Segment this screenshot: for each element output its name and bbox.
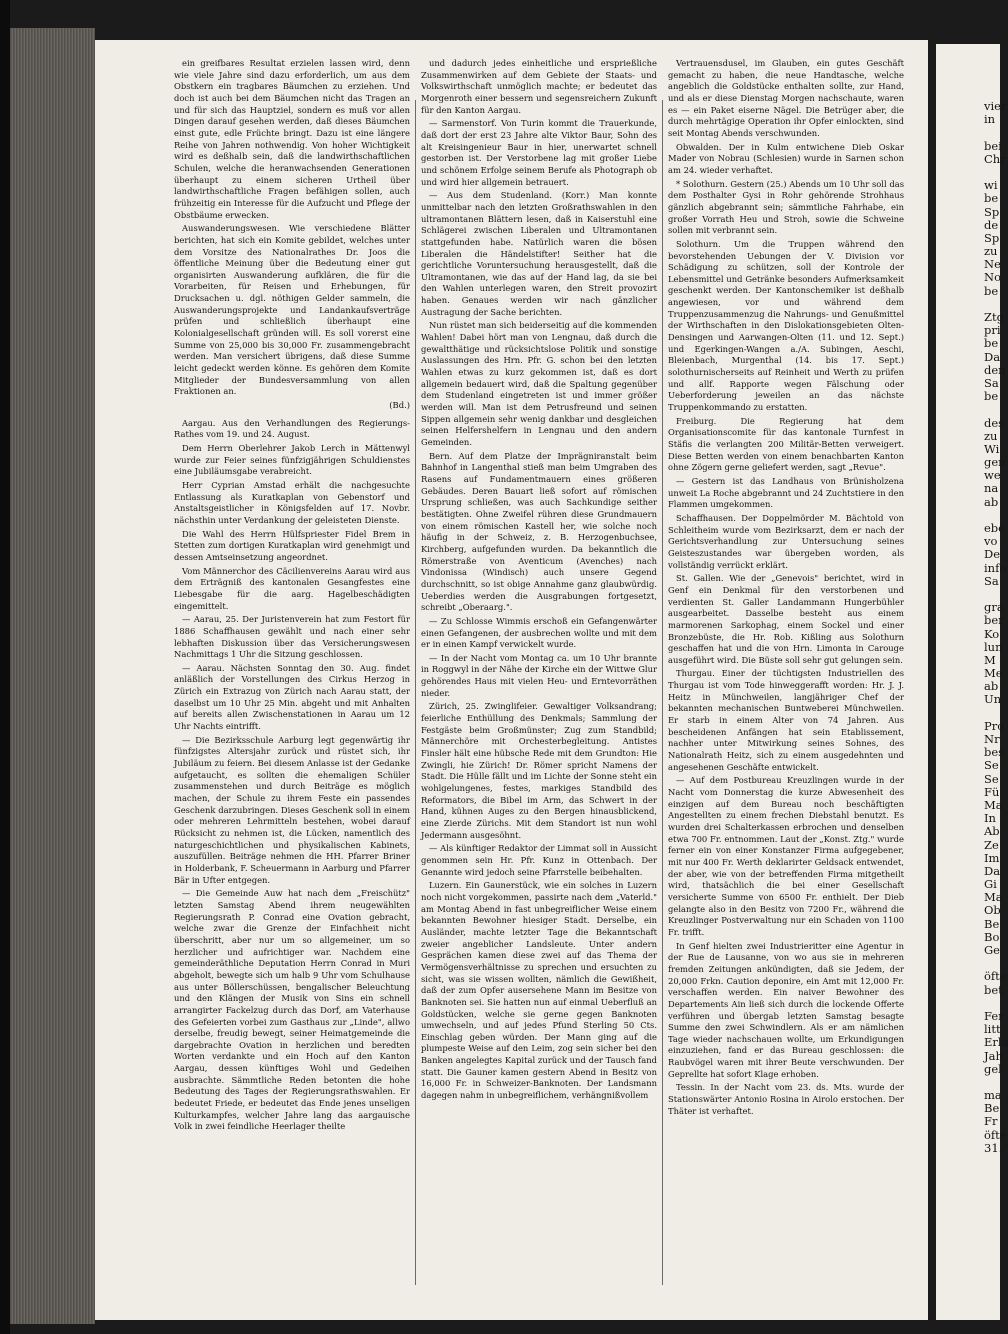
cut-off-column-fragments (984, 100, 1008, 1155)
column-fragment: 31. (984, 1140, 1003, 1155)
column-fragment: Ob (984, 903, 1001, 918)
column-fragment: bet (984, 982, 1003, 997)
column-fragment: Be (984, 916, 1000, 931)
column-fragment: gra (984, 600, 1004, 615)
article-paragraph: Zürich, 25. Zwinglifeier. Gewaltiger Volksandrang; feierliche Enthüllung des Denkmals; Sammlung der Festgäste beim Großmünster; Zug zum Standbild; Männerchöre mit Orchesterbegleitung. Antistes Finsler hält eine hübsche Rede mit dem Grundton: Hie Zwingli, hie Zürich! Dr. Römer spricht Namens der Stadt. Die Hülle fällt und im Lichte der Sonne steht ein wohlgelungenes, festes, markiges Standbild des Reformators, die Bibel im Arm, das Schwert in der Hand, kühnen Auges zu den Bergen hinausblickend, eine Zierde Zürichs. Mit dem Standort ist nun wohl Jedermann ausgesöhnt. (421, 701, 657, 840)
column-fragment: pri (984, 323, 1001, 338)
column-fragment (984, 997, 1008, 1010)
column-fragment: vo (984, 534, 998, 549)
article-paragraph: Tessin. In der Nacht vom 23. ds. Mts. wurde der Stationswärter Antonio Rosina in Airolo erstochen. Der Thäter ist verhaftet. (668, 1082, 904, 1116)
column-fragment: de (984, 217, 999, 232)
column-fragment: Ze (984, 837, 999, 852)
column-fragment: Se (984, 758, 999, 773)
column-fragment: Ge (984, 943, 1000, 957)
article-paragraph: — Aarau. Nächsten Sonntag den 30. Aug. findet anläßlich der Vorstellungen des Cirkus Herzog in Zürich ein Extrazug von Zürich nach Aarau statt, der daselbst um 10 Uhr 25 Min. abgeht und mit Anhalten auf bereits allen Zwischenstationen in Aarau um 12 Uhr Nachts eintrifft. (174, 662, 410, 732)
column-fragment: Ztg (984, 310, 1004, 324)
article-paragraph: Solothurn. Um die Truppen während den bevorstehenden Uebungen der V. Division vor Schädigung zu schützen, soll der Kontrole der Lebensmittel und Getränke besonders Aufmerksamkeit geschenkt werden. Der Kantonschemiker ist deßhalb angewiesen, vor und während dem Truppenzusammenzug die Nahrungs- und Genußmittel der Wirthschaften in den Dislokationsgebieten Olten-Densingen und Aarwangen-Olten (11. und 12. Sept.) und Egerkingen-Wangen a./A. Subingen, Aeschi, Bleienbach, Murgenthal (14. bis 17. Sept.) solothurnischerseits auf Reinheit und Werth zu prüfen und allf. Rapporte wegen Fälschung oder Ueberforderung jeweilen an das nächste Truppenkommando zu erstatten. (668, 238, 904, 413)
text-column-2 (421, 58, 657, 1104)
column-fragment: Ko (984, 626, 1000, 641)
article-paragraph: — Die Gemeinde Auw hat nach dem „Freischütz" letzten Samstag Abend ihrem neugewählten Regierungsrath P. Conrad eine Ovation gebracht, welche zwar die Grenze der Einfachheit nicht überschritt, aber nur um so allgemeiner, um so herzlicher und aufrichtiger war. Nachdem eine gemeinderäthliche Deputation Herrn Conrad in Muri abgeholt, bewegte sich um halb 9 Uhr vom Schulhause aus unter Böllerschüssen, bengalischer Beleuchtung und den Klängen der Musik von Sins ein schnell arrangirter Fackelzug durch das Dorf, am Vaterhause des Gefeierten vorbei zum Gasthaus zur „Linde", allwo derselbe, freudig bewegt, seiner Heimatgemeinde die dargebrachte Ovation in herzlichen und beredten Worten verdankte und ein Hoch auf den Kanton Aargau, dessen künftiges Wohl und Gedeihen ausbrachte. Sämmtliche Reden betonten die hohe Bedeutung des Tages der Regierungsrathswahlen. Er bedeutet Friede, er bedeutet das Ende jenes unseligen Kulturkampfes, welcher Jahre lang das aargauische Volk in zwei feindliche Heerlager theilte (174, 888, 410, 1132)
column-rule-2 (662, 100, 663, 1285)
column-fragment: in (984, 112, 996, 127)
column-fragment: Ab (984, 824, 1000, 839)
column-fragment: ab (984, 494, 999, 509)
column-fragment: Nr (984, 732, 1000, 746)
article-paragraph: Dem Herrn Oberlehrer Jakob Lerch in Mättenwyl wurde zur Feier seines fünfzigjährigen Schuldienstes eine Jubiläumsgabe verabreicht. (174, 443, 410, 477)
column-fragment: Pro (984, 718, 1005, 733)
article-paragraph: In Genf hielten zwei Industrieritter eine Agentur in der Rue de Lausanne, von wo aus sie in mehreren fremden Zeitungen ankündigten, daß sie Jedem, der 20,000 Frkn. Caution deponire, ein Amt mit 12,000 Fr. verschaffen werden. Ein naiver Bewohner des Departements Ain ließ sich durch die lockende Offerte verführen und übergab letzten Samstag besagte Summe den zwei Schwindlern. Als er am nämlichen Tage wieder nachschauen wollte, um Erkundigungen einzuziehen, fand er das Bureau geschlossen: die Raubvögel waren mit ihrer Beute verschwunden. Der Geprellte hat sofort Klage erhoben. (668, 940, 904, 1079)
column-fragment: be (984, 191, 999, 206)
column-fragment: zu (984, 244, 998, 259)
article-paragraph: Auswanderungswesen. Wie verschiedene Blätter berichten, hat sich ein Komite gebildet, welches unter dem Vorsitze des Nationalrathes Dr. Joos die öffentliche Meinung über die Bedeutung einer gut organisirten Auswanderung aufklären, die für die Vorarbeiten, für Reisen und Erhebungen, für Drucksachen u. dgl. nöthigen Gelder sammeln, die Auswanderungsprojekte und Landankaufsverträge prüfen und schließlich überhaupt eine Kolonialgesellschaft gründen will. Es soll vorerst eine Summe von 25,000 bis 30,000 Fr. zusammengebracht werden. Man versichert übrigens, daß diese Summe leicht gedeckt werden könne. Es gehören dem Komite Mitglieder der Bundesversammlung von allen Fraktionen an. (174, 223, 410, 397)
text-column-1 (174, 58, 410, 1135)
column-fragment: na (984, 481, 999, 496)
article-paragraph: — Auf dem Postbureau Kreuzlingen wurde in der Nacht vom Donnerstag die kurze Abwesenheit des einzigen auf dem Bureau noch beschäftigten Angestellten zu einem frechen Diebstahl benutzt. Es wurden drei Schalterkassen erbrochen und denselben etwa 700 Fr. entnommen. Laut der „Konst. Ztg." wurde ferner ein von einer Konstanzer Firma aufgegebener, mit nur 400 Fr. Werth deklarirter Geldsack entwendet, der aber, wie von der betreffenden Firma mitgetheilt wird, thatsächlich die bei einer Gesellschaft versicherte Summe von 6500 Fr. enthielt. Der Dieb gelangte also in den Besitz von 7200 Fr., während die Kreuzlinger Postverwaltung nur ein Schaden von 1100 Fr. trifft. (668, 775, 904, 937)
column-fragment: Gi (984, 877, 997, 892)
text-column-3 (668, 58, 904, 1119)
column-fragment: Erla (984, 1035, 1008, 1050)
column-fragment: wi (984, 178, 998, 193)
column-fragment: No (984, 270, 1001, 285)
column-fragment: des (984, 415, 1005, 430)
column-fragment: Jah (984, 1048, 1003, 1063)
column-fragment (984, 707, 1008, 720)
column-fragment: Sp (984, 230, 1000, 245)
column-fragment: Me (984, 666, 1003, 681)
article-paragraph: * Solothurn. Gestern (25.) Abends um 10 Uhr soll das dem Posthalter Gysi in Rohr gehörende Strohhaus gänzlich abgebrannt sein; sämmtliche Fahrhabe, ein großer Vorrath Heu und Stroh, sowie die Schweine sollen mit verbrannt sein. (668, 178, 904, 236)
article-source: (Bd.) (389, 400, 410, 411)
column-fragment: Da (984, 349, 1001, 364)
column-rule-1 (415, 100, 416, 1285)
column-fragment: den (984, 362, 1006, 377)
column-fragment: Bo (984, 929, 1000, 944)
article-paragraph: — Aarau, 25. Der Juristenverein hat zum Festort für 1886 Schaffhausen gewählt und nach einer sehr lebhaften Diskussion über das Versicherungswesen Nachmittags 1 Uhr die Sitzung geschlossen. (174, 614, 410, 660)
column-fragment: Fr (984, 1114, 998, 1129)
article-paragraph: und dadurch jedes einheitliche und ersprießliche Zusammenwirken auf dem Gebiete der Staats- und Volkswirthschaft unmöglich machte; er bedeutet das Morgenroth einer bessern und segensreichern Zukunft für den Kanton Aargau. (421, 58, 657, 115)
column-fragment: Be (984, 1101, 1000, 1116)
column-fragment: Wi (984, 441, 1000, 456)
column-fragment: Ne (984, 257, 1001, 272)
article-paragraph: Vom Männerchor des Cäcilienvereins Aarau wird aus dem Erträgniß des kantonalen Gesangfestes eine Liebesgabe für die aarg. Hagelbeschädigten eingemittelt. (174, 565, 410, 611)
column-fragment: be (984, 389, 999, 404)
article-paragraph: — In der Nacht vom Montag ca. um 10 Uhr brannte in Roggwyl in der Nähe der Kirche ein der Wittwe Glur gehörendes Haus mit vielen Heu- und Erntevorräthen nieder. (421, 652, 657, 698)
article-paragraph: Thurgau. Einer der tüchtigsten Industriellen des Thurgau ist vom Tode hinweggerafft worden: Hr. J. J. Heitz in Münchweilen, langjähriger Chef der bekannten mechanischen Buntweberei Münchweilen. Er starb in einem Alter von 74 Jahren. Aus bescheidenen Anfängen hat sein Etablissement, nachher unter Mitwirkung seines Sohnes, des Nationalrath Heitz, sich zu einem ausgedehnten und angesehenen Geschäfte entwickelt. (668, 668, 904, 772)
article-paragraph: Luzern. Ein Gaunerstück, wie ein solches in Luzern noch nicht vorgekommen, passirte nach dem „Vaterld." am Montag Abend in fast unbegreiflicher Weise einem bekannten Bewohner hiesiger Stadt. Derselbe, ein Ausländer, machte letzter Tage die Bekanntschaft zweier angeblicher Landsleute. Unter andern Gesprächen kamen diese zwei auf das Thema der Vermögensverhältnisse zu sprechen und ersuchten zu sicht, was sie wissen wollten, nämlich die Gewißheit, daß der zum Opfer ausersehene Mann im Besitze von Banknoten sei. Sie hatten nun auf einmal Ueberfluß an Goldstücken, welche sie gerne gegen Banknoten umwechseln, und auf jedes Pfund Sterling 50 Cts. Einschlag geben würden. Der Mann ging auf die plumpeste Weise auf den Leim, zog sein sicher bei den Banken angelegtes Kapital zurück und der Tausch fand statt. Die Gauner kamen gestern Abend in Besitz von 16,000 Fr. in Schweizer-Banknoten. Der Landsmann dagegen nahm in unbegreiflichem, verhängnißvollem (421, 880, 657, 1101)
column-fragment: öfte (984, 1127, 1007, 1142)
article-paragraph: — Sarmenstorf. Von Turin kommt die Trauerkunde, daß dort der erst 23 Jahre alte Viktor Baur, Sohn des alt Kreisingenieur Baur in hier, unerwartet schnell gestorben ist. Der Verstorbene lag mit großer Liebe und schönem Erfolge seinem Berufe als Photograph ob und wird hier allgemein betrauert. (421, 118, 657, 187)
column-fragment: bes (984, 745, 1005, 760)
column-fragment: Sp (984, 204, 1000, 219)
column-fragment: ber (984, 613, 1004, 628)
column-fragment: öfte (984, 969, 1007, 984)
article-paragraph: — Zu Schlosse Wimmis erschoß ein Gefangenwärter einen Gefangenen, der ausbrechen wollte und mit dem er in einen Kampf verwickelt wurde. (421, 615, 657, 650)
article-paragraph: Herr Cyprian Amstad erhält die nachgesuchte Entlassung als Kuratkaplan von Gebenstorf und Anstaltsgeistlicher in Königsfelden auf 17. Novbr. nächsthin unter Verdankung der geleisteten Dienste. (174, 479, 410, 525)
article-paragraph: — Die Bezirksschule Aarburg legt gegenwärtig ihr fünfzigstes Altersjahr zurück und rüstet sich, ihr Jubiläum zu feiern. Bei diesem Anlasse ist der Gedanke aufgetaucht, es sollten die ehemaligen Schüler zusammenstehen und durch Beiträge es möglich machen, der Schule zu ihrem Feste ein passendes Geschenk darzubringen. Dieses Geschenk soll in einem oder mehreren Lehrmitteln bestehen, wobei darauf Rücksicht zu nehmen ist, die Lücken, namentlich des naturgeschichtlichen und physikalischen Kabinets, auszufüllen. Beiträge nehmen die HH. Pfarrer Briner in Holderbank, F. Scheuermann in Aarburg und Pfarrer Bär in Ufter entgegen. (174, 734, 410, 885)
column-fragment: Ma (984, 890, 1003, 905)
column-fragment: be (984, 336, 999, 351)
column-fragment: bei (984, 138, 1002, 153)
column-fragment: Im (984, 850, 1000, 865)
column-fragment: Fü (984, 784, 1000, 799)
column-fragment (984, 126, 1008, 139)
column-fragment: M (984, 652, 996, 667)
article-paragraph: Bern. Auf dem Platze der Imprägniranstalt beim Bahnhof in Langenthal stieß man beim Umgraben des Rasens auf Fundamentmauern eines größeren Gebäudes. Deren Bauart ließ sofort auf römischen Ursprung schließen, was auch Sachkundige seither bestätigten. Ohne Zweifel rühren diese Grundmauern von einem römischen Kastell her, wie solche noch häufig in der Schweiz, z. B. Herzogenbuchsee, Kirchberg, aufgefunden wurden. Da bekanntlich die Römerstraße von Aventicum (Avenches) nach Vindonissa (Windisch) auch unsere Gegend durchschnitt, so ist obige Annahme ganz glaubwürdig. Ueberdies werden die Ausgrabungen fortgesetzt, schreibt „Oberaarg.". (421, 450, 657, 613)
column-fragment: Sa (984, 573, 999, 588)
column-fragment: ebe (984, 521, 1005, 535)
article-paragraph: — Als künftiger Redaktor der Limmat soll in Aussicht genommen sein Hr. Pfr. Kunz in Ottenbach. Der Genannte wird jedoch seine Pfarrstelle beibehalten. (421, 843, 657, 877)
column-fragment: Fer (984, 1008, 1004, 1023)
article-paragraph: Aargau. Aus den Verhandlungen des Regierungs-Rathes vom 19. und 24. August. (174, 417, 410, 440)
article-paragraph: St. Gallen. Wie der „Genevois" berichtet, wird in Genf ein Denkmal für den verstorbenen und verdienten St. Galler Landammann Hungerbühler ausgearbeitet. Dasselbe besteht aus einem marmorenen Sarkophag, einem Sockel und einer Bronzebüste, die Hr. Rob. Kißling aus Solothurn geschaffen hat und die von Hrn. Limonta in Carouge ausgeführt wird. Die Büste soll sehr gut gelungen sein. (668, 573, 904, 665)
column-fragment: be (984, 283, 999, 298)
article-paragraph: Schaffhausen. Der Doppelmörder M. Bächtold von Schleitheim wurde vom Bezirksarzt, dem er nach der Gerichtsverhandlung zur Untersuchung seines Geisteszustandes war übergeben worden, als vollständig verrückt erklärt. (668, 512, 904, 570)
column-fragment: Un (984, 692, 1002, 707)
column-fragment: Sa (984, 375, 999, 390)
column-fragment: Da (984, 863, 1001, 878)
column-fragment: info (984, 560, 1007, 575)
column-fragment: vier (984, 99, 1007, 113)
column-fragment: litt (984, 1022, 1001, 1037)
column-fragment: Se (984, 771, 999, 786)
article-paragraph: Freiburg. Die Regierung hat dem Organisationscomite für das kantonale Turnfest in Stäfis die verlangten 200 Militär-Betten verweigert. Diese Betten werden von einem benachbarten Kanton ohne Zögern gerne geliefert werden, sagt „Revue". (668, 415, 904, 473)
column-fragment: In (984, 811, 996, 826)
column-fragment: ab (984, 679, 999, 694)
column-fragment: De (984, 547, 1001, 562)
article-paragraph: ein greifbares Resultat erzielen lassen wird, denn wie viele Jahre sind dazu erforderlich, um aus dem Obstkern ein tragbares Bäumchen zu erziehen. Und doch ist auch bei dem Bäumchen nicht das Tragen an und für sich das Hauptziel, sondern es muß vor allen Dingen darauf gesehen werden, daß dieses Bäumchen einst gute, edle Früchte bringt. Dazu ist eine längere Reihe von Jahren nothwendig. Von hoher Wichtigkeit wird es deßhalb sein, daß die landwirthschaftlichen Schulen, welche die heranwachsenden Generationen überhaupt zu einem sicheren Urtheil über landwirthschaftliche Fragen befähigen sollen, auch frühzeitig ein Interesse für die Aufzucht und Pflege der Obstbäume erwecken. (174, 58, 410, 220)
article-paragraph: Vertrauensdusel, im Glauben, ein gutes Geschäft gemacht zu haben, die neue Handtasche, welche angeblich die Goldstücke enthalten sollte, zur Hand, und als er diese Dienstag Morgen nachschaute, waren es — ein Paket eiserne Nägel. Die Betrüger aber, die durch mehrtägige Operation ihr Opfer einlockten, sind seit Montag Abends verschwunden. (668, 58, 904, 138)
book-spine-left (0, 0, 10, 1334)
article-paragraph: Nun rüstet man sich beiderseitig auf die kommenden Wahlen! Dabei hört man von Lengnau, daß durch die gewaltthätige und rücksichtslose Politik und sonstige Auslassungen des Hrn. Pfr. G. schon bei den letzten Wahlen etwas zu kurz gekommen ist, daß es dort allgemein bedauert wird, daß die Spaltung gegenüber dem Studenland eingetreten ist und immer größer werden will. Man ist dem Petrusfreund und seinen Sippen allgemein sehr wenig dankbar und desgleichen seinen Helfershelfern in Lengnau und den andern Gemeinden. (421, 320, 657, 447)
column-fragment: Ma (984, 797, 1003, 812)
article-paragraph: Die Wahl des Herrn Hülfspriester Fidel Brem in Stetten zum dortigen Kuratkaplan wird genehmigt und dessen Amtseinsetzung angeordnet. (174, 528, 410, 562)
column-fragment: lun (984, 639, 1003, 654)
column-fragment: gen (984, 455, 1006, 470)
column-fragment: Chr (984, 151, 1006, 166)
column-fragment (984, 403, 1008, 416)
article-paragraph: — Gestern ist das Landhaus von Brünisholzena unweit La Roche abgebrannt und 24 Zuchtstiere in den Flammen umgekommen. (668, 475, 904, 510)
column-fragment: ma (984, 1088, 1002, 1103)
column-fragment: gel (984, 1061, 1002, 1076)
page-stack-edge (10, 28, 95, 1324)
column-fragment: zu (984, 428, 998, 443)
article-paragraph: Obwalden. Der in Kulm entwichene Dieb Oskar Mader von Nobrau (Schlesien) wurde in Sarnen schon am 24. wieder verhaftet. (668, 141, 904, 175)
article-paragraph: — Aus dem Studenland. (Korr.) Man konnte unmittelbar nach den letzten Großrathswahlen in den ultramontanen Blättern lesen, daß in Kaiserstuhl eine Schlägerei zwischen Liberalen und Ultramontanen stattgefunden habe. Natürlich waren die bösen Liberalen die Händelstifter! Seither hat die gerichtliche Voruntersuchung herausgestellt, daß die Ultramontanen, wie das auf der Hand lag, da sie bei den Wahlen unterlegen waren, den Streit provozirt haben. Genaues werden wir nach gänzlicher Austragung der Sache berichten. (421, 190, 657, 317)
column-fragment: we (984, 468, 1001, 483)
